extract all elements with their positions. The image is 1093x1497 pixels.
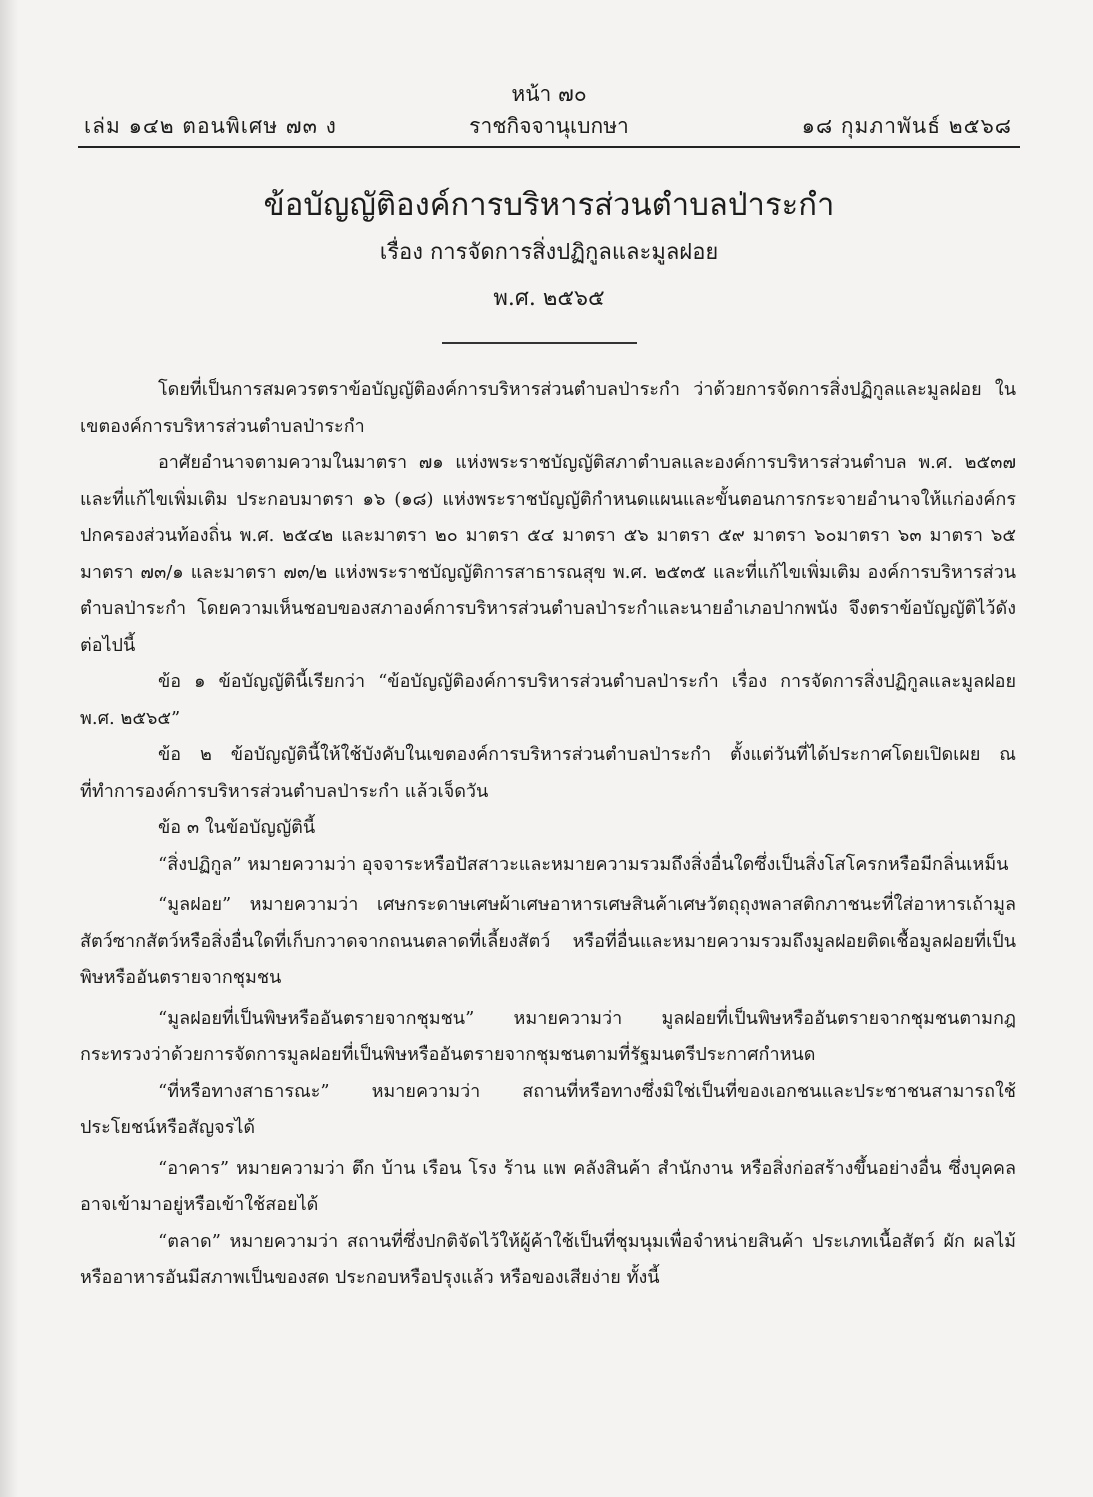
clause-1: ข้อ ๑ ข้อบัญญัตินี้เรียกว่า “ข้อบัญญัติองค์การบริหารส่วนตำบลป่าระกำ เรื่อง การจัดการสิ่งปฏิกูลและมูลฝอย พ.ศ. ๒๕๖๕” <box>80 671 1016 729</box>
definition-waste: “มูลฝอย” หมายความว่า เศษกระดาษเศษผ้าเศษอาหารเศษสินค้าเศษวัตถุถุงพลาสติกภาชนะที่ใส่อาหารเถ้ามูลสัตว์ซากสัตว์หรือสิ่งอื่นใดที่เก็บกวาดจากถนนตลาดที่เลี้ยงสัตว์ หรือที่อื่นและหมายความรวมถึงมูลฝอยติดเชื้อมูลฝอยที่เป็นพิษหรืออันตรายจากชุมชน <box>80 894 1016 988</box>
definition-public-place: “ที่หรือทางสาธารณะ” หมายความว่า สถานที่หรือทางซึ่งมิใช่เป็นที่ของเอกชนและประชาชนสามารถใช้ประโยชน์หรือสัญจรได้ <box>80 1080 1016 1138</box>
document-year: พ.ศ. ๒๕๖๕ <box>493 286 605 311</box>
clause-3: ข้อ ๓ ในข้อบัญญัตินี้ <box>158 817 316 838</box>
preamble-paragraph: โดยที่เป็นการสมควรตราข้อบัญญัติองค์การบริหารส่วนตำบลป่าระกำ ว่าด้วยการจัดการสิ่งปฏิกูลและมูลฝอย ในเขตองค์การบริหารส่วนตำบลป่าระกำ <box>80 379 1016 437</box>
header-divider <box>78 146 1020 148</box>
clause-2: ข้อ ๒ ข้อบัญญัตินี้ให้ใช้บังคับในเขตองค์การบริหารส่วนตำบลป่าระกำ ตั้งแต่วันที่ได้ประกาศโดยเปิดเผย ณ ที่ทำการองค์การบริหารส่วนตำบลป่าระกำ แล้วเจ็ดวัน <box>80 744 1016 802</box>
volume-issue: เล่ม ๑๔๒ ตอนพิเศษ ๗๓ ง <box>84 114 337 138</box>
document-title: ข้อบัญญัติองค์การบริหารส่วนตำบลป่าระกำ <box>263 187 835 223</box>
title-divider <box>442 342 637 344</box>
document-subject: เรื่อง การจัดการสิ่งปฏิกูลและมูลฝอย <box>379 240 719 265</box>
page-number: หน้า ๗๐ <box>511 82 587 106</box>
document-title-block <box>78 180 1020 322</box>
header-row <box>78 110 1020 142</box>
page-edge-shadow <box>0 0 18 1497</box>
authority-paragraph: อาศัยอำนาจตามความในมาตรา ๗๑ แห่งพระราชบัญญัติสภาตำบลและองค์การบริหารส่วนตำบล พ.ศ. ๒๕๓๗ และที่แก้ไขเพิ่มเติม ประกอบมาตรา ๑๖ (๑๘) แห่งพระราชบัญญัติกำหนดแผนและขั้นตอนการกระจายอำนาจให้แก่องค์กรปกครองส่วนท้องถิ่น พ.ศ. ๒๕๔๒ และมาตรา ๒๐ มาตรา ๕๔ มาตรา ๕๖ มาตรา ๕๙ มาตรา ๖๐มาตรา ๖๓ มาตรา ๖๕ มาตรา ๗๓/๑ และมาตรา ๗๓/๒ แห่งพระราชบัญญัติการสาธารณสุข พ.ศ. ๒๕๓๕ และที่แก้ไขเพิ่มเติม องค์การบริหารส่วนตำบลป่าระกำ โดยความเห็นชอบของสภาองค์การบริหารส่วนตำบลป่าระกำและนายอำเภอปากพนัง จึงตราข้อบัญญัติไว้ดังต่อไปนี้ <box>80 452 1016 656</box>
definition-building: “อาคาร” หมายความว่า ตึก บ้าน เรือน โรง ร้าน แพ คลังสินค้า สำนักงาน หรือสิ่งก่อสร้างขึ้นอย่างอื่น ซึ่งบุคคลอาจเข้ามาอยู่หรือเข้าใช้สอยได้ <box>80 1157 1016 1215</box>
publication-name: ราชกิจจานุเบกษา <box>469 114 629 138</box>
definition-sewage: “สิ่งปฏิกูล” หมายความว่า อุจจาระหรือปัสสาวะและหมายความรวมถึงสิ่งอื่นใดซึ่งเป็นสิ่งโสโครกหรือมีกลิ่นเหม็น <box>158 853 1009 875</box>
publication-date: ๑๘ กุมภาพันธ์ ๒๕๖๘ <box>801 114 1012 138</box>
definition-hazardous-waste: “มูลฝอยที่เป็นพิษหรืออันตรายจากชุมชน” หมายความว่า มูลฝอยที่เป็นพิษหรืออันตรายจากชุมชนตามกฎกระทรวงว่าด้วยการจัดการมูลฝอยที่เป็นพิษหรืออันตรายจากชุมชนตามที่รัฐมนตรีประกาศกำหนด <box>80 1007 1016 1065</box>
gazette-header <box>78 70 1020 150</box>
document-body <box>80 372 1016 1297</box>
definition-market: “ตลาด” หมายความว่า สถานที่ซึ่งปกติจัดไว้ให้ผู้ค้าใช้เป็นที่ชุมนุมเพื่อจำหน่ายสินค้า ประเภทเนื้อสัตว์ ผัก ผลไม้ หรืออาหารอันมีสภาพเป็นของสด ประกอบหรือปรุงแล้ว หรือของเสียง่าย ทั้งนี้ <box>80 1230 1016 1288</box>
